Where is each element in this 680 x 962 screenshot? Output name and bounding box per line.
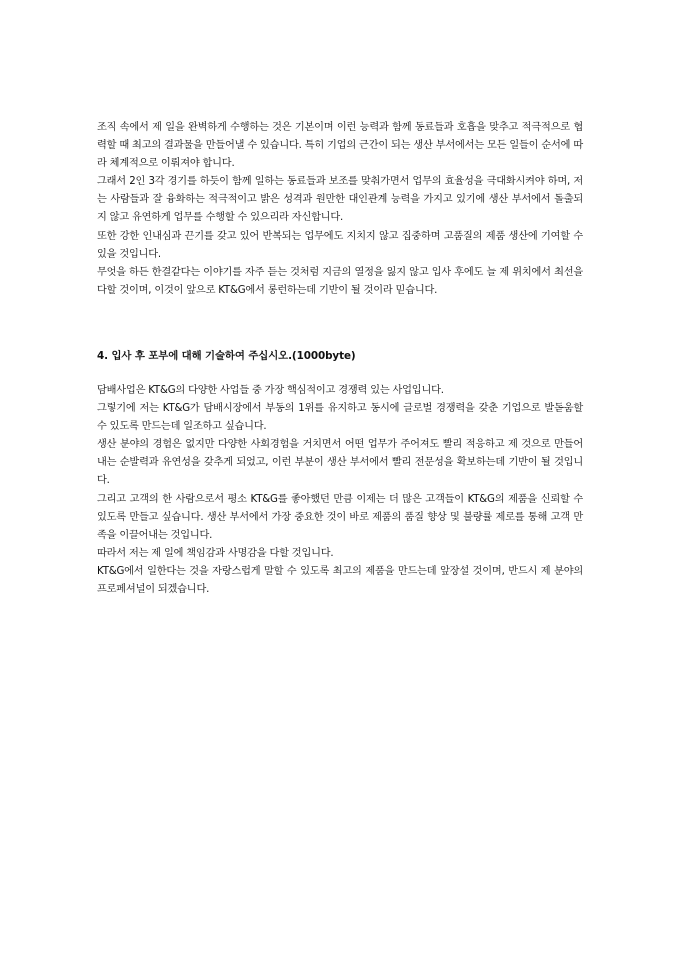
question-heading: 4. 입사 후 포부에 대해 기술하여 주십시오.(1000byte) [97,350,356,362]
answer-section-1 [97,119,583,300]
paragraph: 생산 분야의 경험은 없지만 다양한 사회경험을 거치면서 어떤 업무가 주어져도 빨리 적응하고 제 것으로 만들어내는 순발력과 유연성을 갖추게 되었고, 이런 부분이 생산 부서에서 빨리 전문성을 확보하는데 기반이 될 것입니다. [97,439,583,487]
paragraph: 그래서 2인 3각 경기를 하듯이 함께 일하는 동료들과 보조를 맞춰가면서 업무의 효율성을 극대화시켜야 하며, 저는 사람들과 잘 융화하는 적극적이고 밝은 성격과 원만한 대인관계 능력을 가지고 있기에 생산 부서에서 돌출되지 않고 유연하게 업무를 수행할 수 있으리라 자신합니다. [97,176,583,224]
paragraph: 조직 속에서 제 일을 완벽하게 수행하는 것은 기본이며 이런 능력과 함께 동료들과 호흡을 맞추고 적극적으로 협력할 때 최고의 결과물을 만들어낼 수 있습니다. 특히 기업의 근간이 되는 생산 부서에서는 모든 일들이 순서에 따라 체계적으로 이뤄져야 합니다. [97,122,583,170]
paragraph: 따라서 저는 제 일에 책임감과 사명감을 다할 것입니다. [97,547,334,559]
paragraph: 무엇을 하든 한결같다는 이야기를 자주 듣는 것처럼 지금의 열정을 잃지 않고 입사 후에도 늘 제 위치에서 최선을 다할 것이며, 이것이 앞으로 KT&G에서 롱런하는데 기반이 될 것이라 믿습니다. [97,266,583,296]
paragraph: 담배사업은 KT&G의 다양한 사업들 중 가장 핵심적이고 경쟁력 있는 사업입니다. [97,385,444,396]
answer-section-2 [97,382,583,599]
paragraph: 그리고 고객의 한 사람으로서 평소 KT&G를 좋아했던 만큼 이제는 더 많은 고객들이 KT&G의 제품을 신뢰할 수 있도록 만들고 싶습니다. 생산 부서에서 가장 중요한 것이 바로 제품의 품질 향상 및 불량률 제로를 통해 고객 만족을 이끌어내는 것입니다. [97,493,583,541]
paragraph: 또한 강한 인내심과 끈기를 갖고 있어 반복되는 업무에도 지치지 않고 집중하며 고품질의 제품 생산에 기여할 수 있을 것입니다. [97,230,583,260]
paragraph: KT&G에서 일한다는 것을 자랑스럽게 말할 수 있도록 최고의 제품을 만드는데 앞장설 것이며, 반드시 제 분야의 프로페셔널이 되겠습니다. [97,565,583,596]
paragraph: 그렇기에 저는 KT&G가 담배시장에서 부동의 1위를 유지하고 동시에 글로벌 경쟁력을 갖춘 기업으로 발돋움할 수 있도록 만드는데 일조하고 싶습니다. [97,403,583,433]
